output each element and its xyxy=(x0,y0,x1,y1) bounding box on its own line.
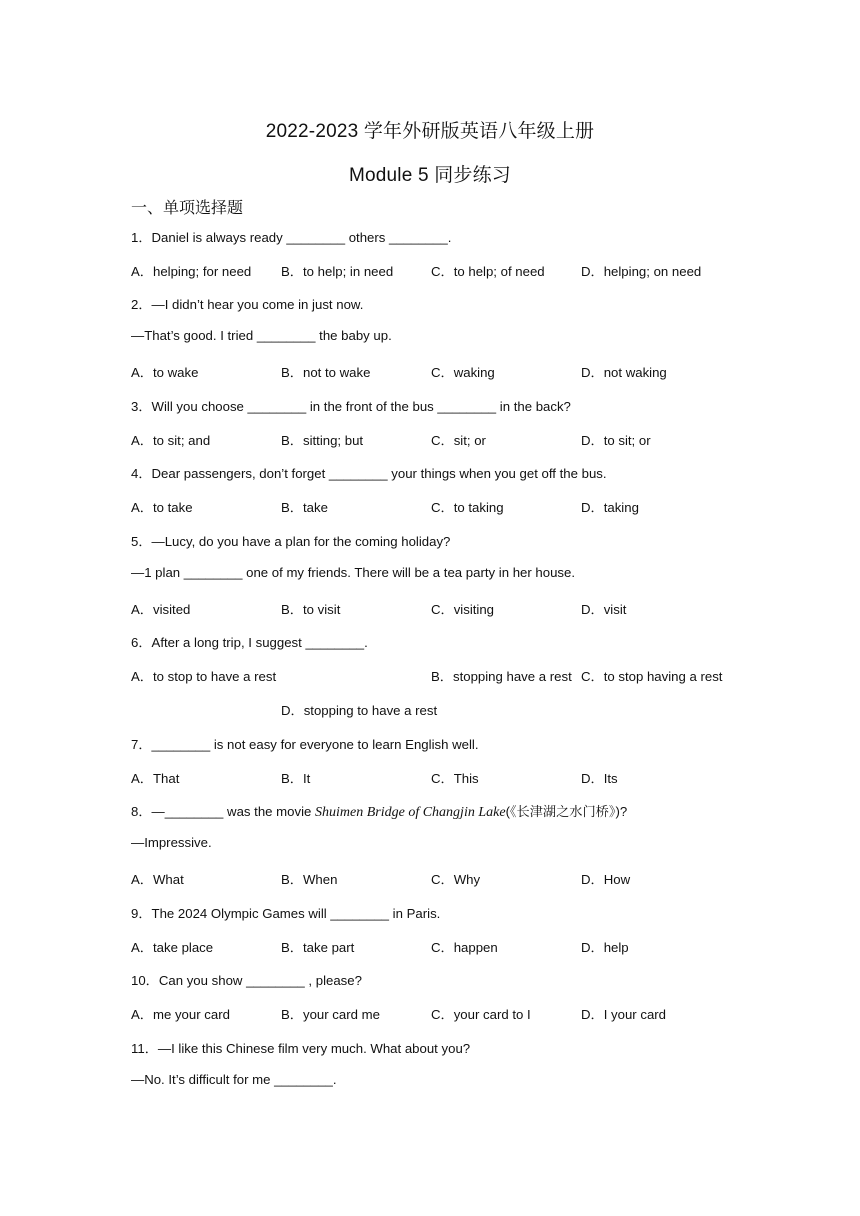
option-c: C．to stop having a rest xyxy=(581,669,723,684)
option-d: D．to sit; or xyxy=(581,433,651,448)
option-a: A．visited xyxy=(131,602,191,617)
question-stem: 10．Can you show ________ , please? xyxy=(131,973,362,988)
option-b: B．take xyxy=(281,500,328,515)
option-c: C．to help; of need xyxy=(431,264,545,279)
question-stem: —1 plan ________ one of my friends. There will be a tea party in her house. xyxy=(131,565,576,580)
question-stem: 11．—I like this Chinese film very much. What about you? xyxy=(131,1041,471,1056)
question-stem: 1．Daniel is always ready ________ others ________. xyxy=(131,230,452,245)
option-c: C．happen xyxy=(431,940,498,955)
option-c: C．waking xyxy=(431,365,495,380)
question-stem: 4．Dear passengers, don’t forget ________ your things when you get off the bus. xyxy=(131,466,607,481)
option-b: B．to help; in need xyxy=(281,264,394,279)
question-stem: 3．Will you choose ________ in the front of the bus ________ in the back? xyxy=(131,399,571,414)
option-d: D．I your card xyxy=(581,1007,667,1022)
option-c: C．This xyxy=(431,771,479,786)
option-b: B．stopping have a rest xyxy=(431,669,572,684)
option-b: B．to visit xyxy=(281,602,341,617)
option-b: B．sitting; but xyxy=(281,433,364,448)
option-a: A．That xyxy=(131,771,180,786)
option-a: A．to sit; and xyxy=(131,433,211,448)
option-c: C．to taking xyxy=(431,500,504,515)
option-b: B．It xyxy=(281,771,311,786)
option-a: A．to wake xyxy=(131,365,199,380)
option-c: C．your card to I xyxy=(431,1007,531,1022)
page-subtitle: Module 5 同步练习 xyxy=(348,165,512,186)
option-b: B．take part xyxy=(281,940,355,955)
option-d: D．taking xyxy=(581,500,639,515)
question-stem: —No. It’s difficult for me ________. xyxy=(131,1072,337,1087)
question-stem: —That’s good. I tried ________ the baby up. xyxy=(131,328,392,343)
question-stem: —Impressive. xyxy=(131,835,212,850)
question-stem: 9．The 2024 Olympic Games will ________ in Paris. xyxy=(131,906,441,921)
option-d: D．visit xyxy=(581,602,627,617)
option-d: D．not waking xyxy=(581,365,667,380)
question-text: (《长津湖之水门桥》)? xyxy=(505,804,628,819)
option-b: B．not to wake xyxy=(281,365,371,380)
page-title: 2022-2023 学年外研版英语八年级上册 xyxy=(265,121,595,142)
option-a: A．to take xyxy=(131,500,193,515)
question-stem: 6．After a long trip, I suggest ________. xyxy=(131,635,368,650)
option-a: A．What xyxy=(131,872,184,887)
option-a: A．helping; for need xyxy=(131,264,252,279)
option-d: D．help xyxy=(581,940,629,955)
option-d: D．stopping to have a rest xyxy=(281,703,438,718)
option-c: C．sit; or xyxy=(431,433,486,448)
option-a: A．take place xyxy=(131,940,214,955)
option-d: D．helping; on need xyxy=(581,264,702,279)
option-a: A．to stop to have a rest xyxy=(131,669,277,684)
question-stem: 2．—I didn’t hear you come in just now. xyxy=(131,297,364,312)
question-stem: 7．________ is not easy for everyone to learn English well. xyxy=(131,737,479,752)
movie-title: Shuimen Bridge of Changjin Lake xyxy=(315,805,506,820)
question-stem: 5．—Lucy, do you have a plan for the coming holiday? xyxy=(131,534,451,549)
option-c: C．visiting xyxy=(431,602,495,617)
option-b: B．When xyxy=(281,872,338,887)
option-d: D．How xyxy=(581,872,631,887)
question-text: 8．—________ was the movie xyxy=(131,804,316,819)
option-d: D．Its xyxy=(581,771,618,786)
question-stem xyxy=(131,801,627,821)
section-title: 一、单项选择题 xyxy=(131,198,244,217)
option-c: C．Why xyxy=(431,872,481,887)
option-a: A．me your card xyxy=(131,1007,230,1022)
option-b: B．your card me xyxy=(281,1007,380,1022)
